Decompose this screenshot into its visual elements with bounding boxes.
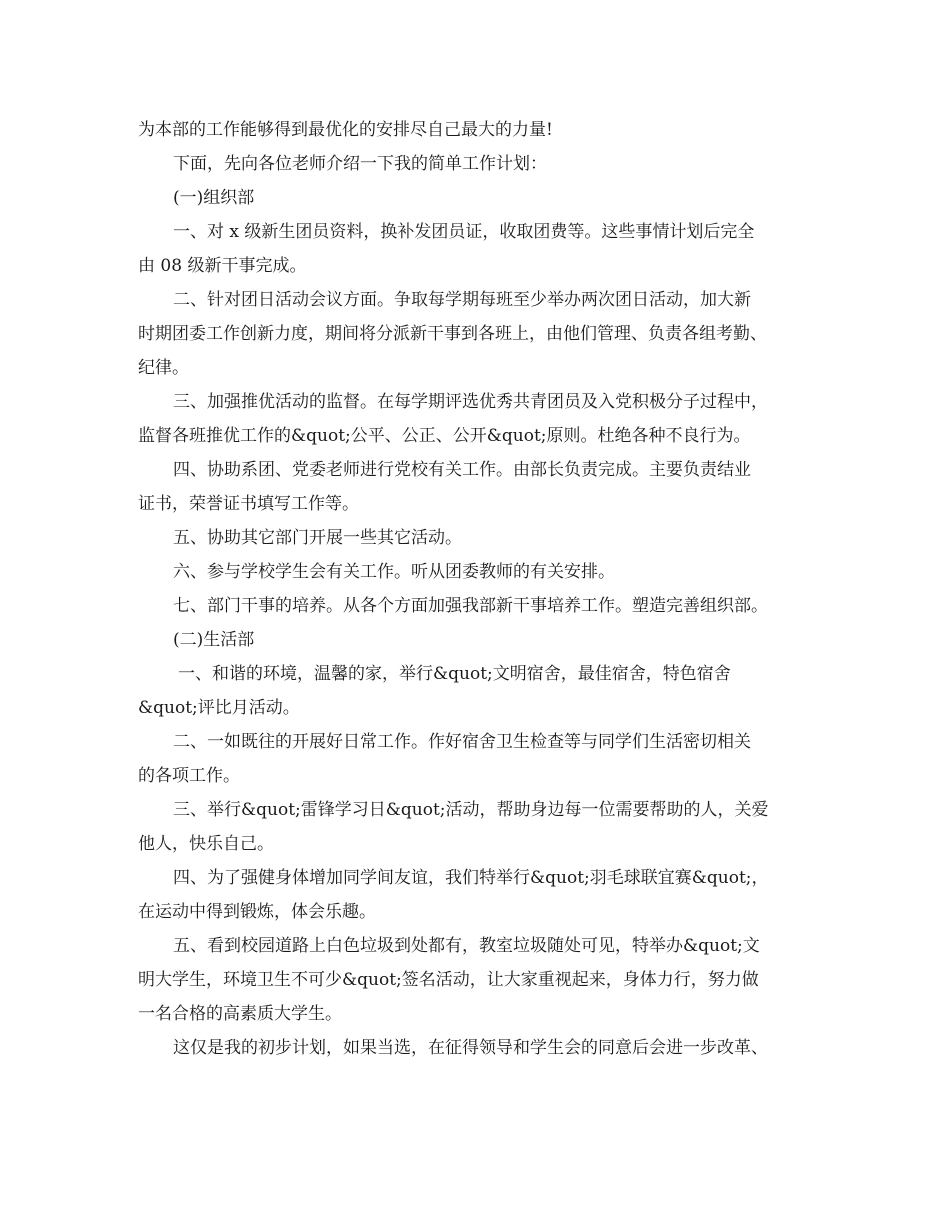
- text-line: 由 08 级新干事完成。: [138, 256, 307, 276]
- text-line: 二、一如既往的开展好日常工作。作好宿舍卫生检查等与同学们生活密切相关: [173, 732, 751, 752]
- text-line: 下面，先向各位老师介绍一下我的简单工作计划：: [173, 154, 547, 174]
- text-line: 这仅是我的初步计划，如果当选，在征得领导和学生会的同意后会进一步改革、: [173, 1038, 768, 1058]
- text-line: &quot;评比月活动。: [138, 698, 300, 718]
- text-line: 一、对 x 级新生团员资料，换补发团员证，收取团费等。这些事情计划后完全: [173, 222, 755, 242]
- section-heading: (一)组织部: [173, 188, 255, 208]
- text-line: 在运动中得到锻炼，体会乐趣。: [138, 902, 376, 922]
- text-line: 为本部的工作能够得到最优化的安排尽自己最大的力量!: [138, 120, 553, 140]
- text-line: 的各项工作。: [138, 766, 240, 786]
- text-line: 五、协助其它部门开展一些其它活动。: [173, 528, 462, 548]
- text-line: 他人，快乐自己。: [138, 834, 274, 854]
- text-line: 四、协助系团、党委老师进行党校有关工作。由部长负责完成。主要负责结业: [173, 460, 751, 480]
- section-heading: (二)生活部: [173, 630, 255, 650]
- document-body: [138, 113, 828, 1065]
- text-line: 一名合格的高素质大学生。: [138, 1004, 342, 1024]
- text-line: 四、为了强健身体增加同学间友谊，我们特举行&quot;羽毛球联宜赛&quot;，: [173, 868, 769, 888]
- text-line: 七、部门干事的培养。从各个方面加强我部新干事培养工作。塑造完善组织部。: [173, 596, 768, 616]
- text-line: 五、看到校园道路上白色垃圾到处都有，教室垃圾随处可见，特举办&quot;文: [173, 936, 760, 956]
- text-line: 证书，荣誉证书填写工作等。: [138, 494, 359, 514]
- text-line: 三、加强推优活动的监督。在每学期评选优秀共青团员及入党积极分子过程中，: [173, 392, 768, 412]
- text-line: 明大学生，环境卫生不可少&quot;签名活动，让大家重视起来，身体力行，努力做: [138, 970, 759, 990]
- text-line: 六、参与学校学生会有关工作。听从团委教师的有关安排。: [173, 562, 615, 582]
- text-line: 时期团委工作创新力度，期间将分派新干事到各班上，由他们管理、负责各组考勤、: [138, 324, 767, 344]
- text-line: 监督各班推优工作的&quot;公平、公正、公开&quot;原则。杜绝各种不良行为。: [138, 426, 751, 446]
- text-line: 二、针对团日活动会议方面。争取每学期每班至少举办两次团日活动，加大新: [173, 290, 751, 310]
- text-line: 纪律。: [138, 358, 189, 378]
- text-line: 三、举行&quot;雷锋学习日&quot;活动，帮助身边每一位需要帮助的人，关爱: [173, 800, 769, 820]
- text-line: 一、和谐的环境，温馨的家，举行&quot;文明宿舍，最佳宿舍，特色宿舍: [178, 664, 731, 684]
